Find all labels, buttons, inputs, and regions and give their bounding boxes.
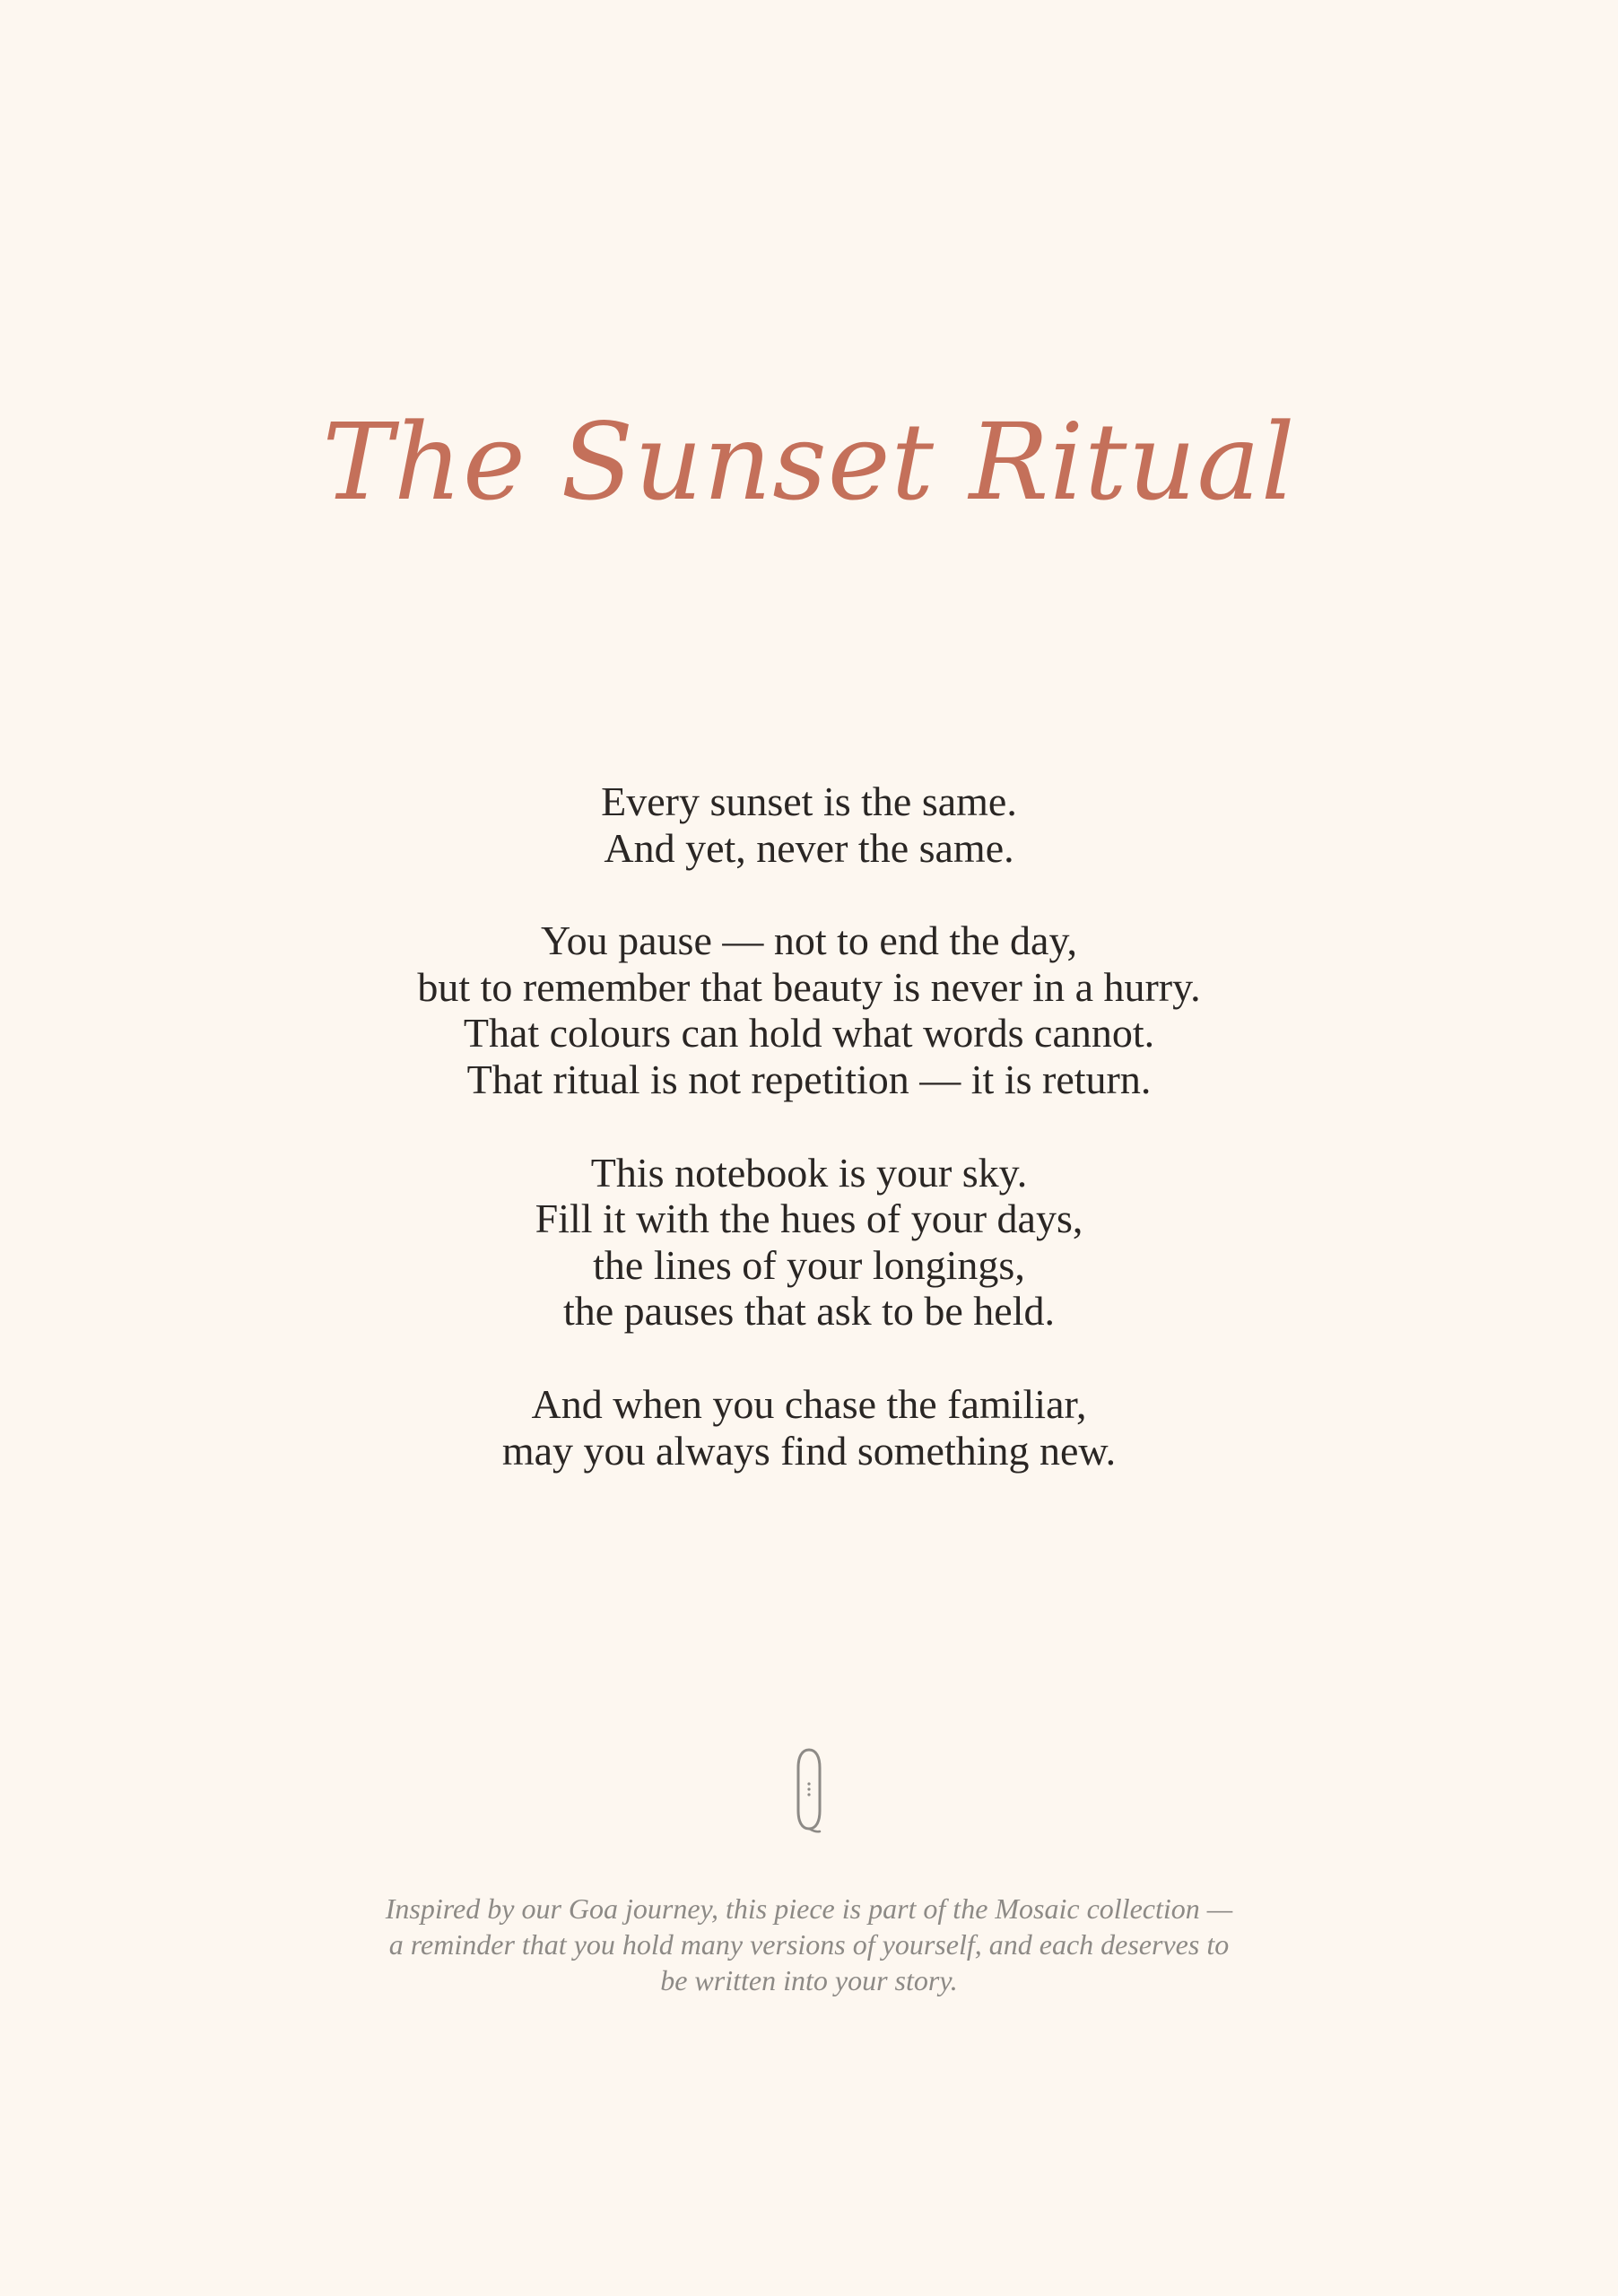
footer-line: be written into your story. <box>660 1964 958 1996</box>
poem-line: This notebook is your sky. <box>590 1149 1028 1196</box>
poem-line: And when you chase the familiar, <box>531 1380 1087 1427</box>
poem-line: Every sunset is the same. <box>601 778 1017 824</box>
poem-line: the lines of your longings, <box>593 1241 1025 1288</box>
poem-line: You pause — not to end the day, <box>541 918 1077 964</box>
footer-note <box>0 1891 1618 1998</box>
stanza <box>0 918 1618 1102</box>
poem-line: Fill it with the hues of your days, <box>535 1196 1083 1242</box>
poem-line: And yet, never the same. <box>604 824 1014 871</box>
poem-line: the pauses that ask to be held. <box>562 1288 1056 1335</box>
poem-line: That colours can hold what words cannot. <box>463 1010 1155 1057</box>
poem-line: That ritual is not repetition — it is return. <box>466 1056 1152 1102</box>
stanza <box>0 1150 1618 1335</box>
poem <box>0 778 1618 1520</box>
loop-divider-icon <box>782 1744 836 1834</box>
footer-line: Inspired by our Goa journey, this piece is part of the Mosaic collection — <box>385 1892 1233 1925</box>
stanza <box>0 778 1618 871</box>
page-title: The Sunset Ritual <box>322 400 1296 524</box>
footer-line: a reminder that you hold many versions of yourself, and each deserves to <box>388 1928 1230 1961</box>
poem-line: may you always find something new. <box>501 1427 1117 1474</box>
stanza <box>0 1381 1618 1474</box>
poem-line: but to remember that beauty is never in a hurry. <box>417 963 1201 1010</box>
